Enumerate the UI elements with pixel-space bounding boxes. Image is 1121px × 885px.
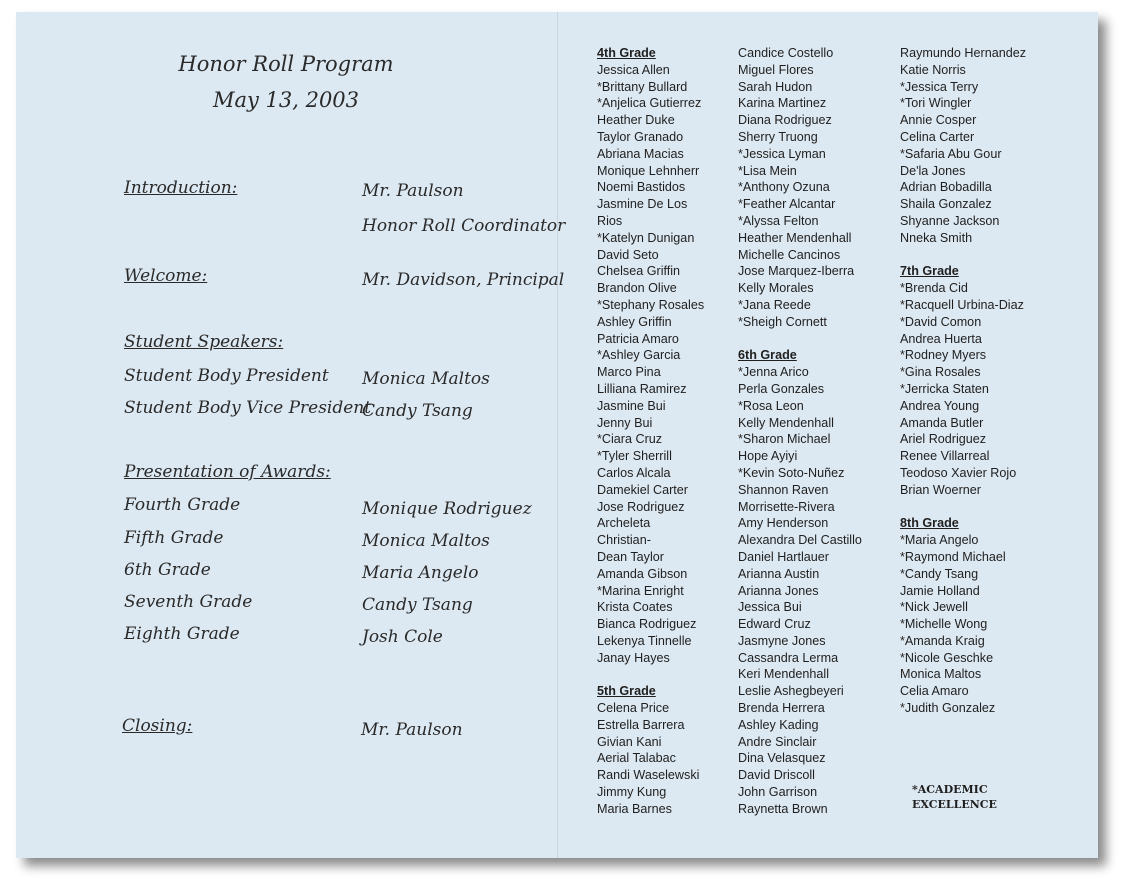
student-name: *Stephany Rosales xyxy=(597,297,705,312)
note-line: *ACADEMIC xyxy=(912,783,988,796)
closing-label: Closing: xyxy=(122,716,193,736)
award-presenter: Monica Maltos xyxy=(362,531,490,551)
student-name: Krista Coates xyxy=(597,600,673,615)
grade-heading: 5th Grade xyxy=(597,684,656,699)
student-name: Hope Ayiyi xyxy=(738,449,798,464)
student-name: *Nick Jewell xyxy=(900,600,968,615)
student-name: Diana Rodriguez xyxy=(738,113,832,128)
student-name: Janay Hayes xyxy=(597,650,670,665)
student-name: Jamie Holland xyxy=(900,583,980,598)
student-name: *Ciara Cruz xyxy=(597,432,663,447)
student-name: Brenda Herrera xyxy=(738,701,825,716)
student-name: *Jenna Arico xyxy=(738,365,809,380)
introduction-name: Mr. Paulson xyxy=(362,181,464,201)
speaker-role: Student Body President xyxy=(124,366,329,386)
student-name: Heather Duke xyxy=(597,113,675,128)
student-name: Teodoso Xavier Rojo xyxy=(900,465,1017,480)
award-grade: Fourth Grade xyxy=(124,495,241,515)
student-name: Heather Mendenhall xyxy=(738,230,852,245)
program-sheet xyxy=(16,12,1098,858)
student-name: Alexandra Del Castillo xyxy=(738,533,862,548)
award-presenter: Monique Rodriguez xyxy=(362,499,532,519)
honor-roll-column xyxy=(900,45,1026,717)
student-name: *Jessica Lyman xyxy=(738,146,826,161)
academic-excellence-note xyxy=(912,782,997,812)
student-name: Brian Woerner xyxy=(900,482,981,497)
student-name: Jasmine Bui xyxy=(597,398,666,413)
student-name: *Candy Tsang xyxy=(900,566,979,581)
program-title: Honor Roll Program xyxy=(178,52,394,76)
award-presenter: Maria Angelo xyxy=(362,563,479,583)
student-name: Rios xyxy=(597,213,623,228)
student-name: *Maria Angelo xyxy=(900,533,979,548)
student-name: Edward Cruz xyxy=(738,617,811,632)
student-name: Ashley Griffin xyxy=(597,314,672,329)
introduction-role: Honor Roll Coordinator xyxy=(362,216,566,236)
student-name: Noemi Bastidos xyxy=(597,180,686,195)
grade-heading: 7th Grade xyxy=(900,264,959,279)
program-date: May 13, 2003 xyxy=(212,88,360,112)
student-name: Jessica Allen xyxy=(597,62,670,77)
student-name: Daniel Hartlauer xyxy=(738,549,829,564)
student-name: David Driscoll xyxy=(738,768,815,783)
student-name: Celina Carter xyxy=(900,129,975,144)
student-name: Morrisette-Rivera xyxy=(738,499,835,514)
awards-label: Presentation of Awards: xyxy=(124,462,331,482)
student-name: Andre Sinclair xyxy=(738,734,817,749)
student-name: Givian Kani xyxy=(597,734,662,749)
student-name: De'la Jones xyxy=(900,163,966,178)
student-name: Lilliana Ramirez xyxy=(597,381,687,396)
student-name: *Michelle Wong xyxy=(900,617,988,632)
welcome-name: Mr. Davidson, Principal xyxy=(362,270,565,290)
student-name: Chelsea Griffin xyxy=(597,264,681,279)
student-name: Miguel Flores xyxy=(738,62,814,77)
student-name: Patricia Amaro xyxy=(597,331,679,346)
student-name: *Lisa Mein xyxy=(738,163,797,178)
student-name: *Ashley Garcia xyxy=(597,348,681,363)
student-name: Jasmyne Jones xyxy=(738,633,826,648)
student-name: Jimmy Kung xyxy=(597,785,667,800)
student-name: *Safaria Abu Gour xyxy=(900,146,1002,161)
student-name: Arianna Austin xyxy=(738,566,820,581)
student-name: Carlos Alcala xyxy=(597,465,671,480)
section-gap xyxy=(900,247,1026,264)
student-name: *Sharon Michael xyxy=(738,432,831,447)
student-name: Keri Mendenhall xyxy=(738,667,830,682)
student-name: Perla Gonzales xyxy=(738,381,825,396)
student-name: *Racquell Urbina-Diaz xyxy=(900,297,1024,312)
student-name: *Rosa Leon xyxy=(738,398,804,413)
introduction-label: Introduction: xyxy=(124,178,238,198)
student-name: *Jerricka Staten xyxy=(900,381,989,396)
student-name: *Raymond Michael xyxy=(900,549,1006,564)
student-name: Jessica Bui xyxy=(738,600,802,615)
program-page xyxy=(16,12,566,858)
speaker-role: Student Body Vice President xyxy=(124,398,372,418)
grade-heading: 8th Grade xyxy=(900,516,959,531)
student-name: *Tyler Sherrill xyxy=(597,449,672,464)
student-name: Jasmine De Los xyxy=(597,197,688,212)
honor-roll-column xyxy=(738,45,862,818)
student-name: John Garrison xyxy=(738,785,818,800)
award-presenter: Josh Cole xyxy=(362,627,443,647)
student-name: Renee Villarreal xyxy=(900,449,990,464)
student-name: Monique Lehnherr xyxy=(597,163,700,178)
student-name: Raynetta Brown xyxy=(738,801,828,816)
student-name: Dean Taylor xyxy=(597,549,664,564)
award-grade: Eighth Grade xyxy=(124,624,240,644)
student-name: *Marina Enright xyxy=(597,583,684,598)
student-name: Lekenya Tinnelle xyxy=(597,633,692,648)
student-name: *Jana Reede xyxy=(738,297,811,312)
student-name: Sherry Truong xyxy=(738,129,818,144)
student-name: Annie Cosper xyxy=(900,113,977,128)
student-name: Kelly Mendenhall xyxy=(738,415,834,430)
student-name: Jenny Bui xyxy=(597,415,653,430)
student-name: *Feather Alcantar xyxy=(738,197,836,212)
student-name: Archeleta xyxy=(597,516,651,531)
honor-roll-column xyxy=(597,45,704,818)
student-name: Celia Amaro xyxy=(900,684,969,699)
student-name: *Rodney Myers xyxy=(900,348,987,363)
student-name: Damekiel Carter xyxy=(597,482,688,497)
student-name: Adrian Bobadilla xyxy=(900,180,992,195)
student-name: Shyanne Jackson xyxy=(900,213,1000,228)
student-name: Aerial Talabac xyxy=(597,751,676,766)
student-name: Cassandra Lerma xyxy=(738,650,839,665)
student-name: Bianca Rodriguez xyxy=(597,617,697,632)
student-name: Brandon Olive xyxy=(597,281,677,296)
grade-heading: 4th Grade xyxy=(597,46,656,60)
student-name: Leslie Ashegbeyeri xyxy=(738,684,844,699)
student-name: Karina Martinez xyxy=(738,96,827,111)
student-name: Nneka Smith xyxy=(900,230,973,245)
speaker-name: Candy Tsang xyxy=(362,401,473,421)
student-name: Candice Costello xyxy=(738,46,834,60)
student-name: *Anjelica Gutierrez xyxy=(597,96,702,111)
student-name: *Anthony Ozuna xyxy=(738,180,830,195)
student-name: Taylor Granado xyxy=(597,129,684,144)
student-name: Celena Price xyxy=(597,701,670,716)
student-name: Sarah Hudon xyxy=(738,79,813,94)
student-name: Ashley Kading xyxy=(738,717,819,732)
student-name: Andrea Huerta xyxy=(900,331,982,346)
student-name: Amanda Gibson xyxy=(597,566,688,581)
student-name: *Brittany Bullard xyxy=(597,79,688,94)
student-name: Estrella Barrera xyxy=(597,717,685,732)
student-name: *Brenda Cid xyxy=(900,281,968,296)
award-grade: Seventh Grade xyxy=(124,592,253,612)
student-name: Abriana Macias xyxy=(597,146,684,161)
student-name: *Katelyn Dunigan xyxy=(597,230,695,245)
student-name: Dina Velasquez xyxy=(738,751,826,766)
award-grade: Fifth Grade xyxy=(124,528,224,548)
student-name: Shaila Gonzalez xyxy=(900,197,992,212)
student-name: Amanda Butler xyxy=(900,415,984,430)
student-name: Marco Pina xyxy=(597,365,661,380)
student-name: Ariel Rodriguez xyxy=(900,432,987,447)
speakers-label: Student Speakers: xyxy=(124,332,284,352)
student-name: *Jessica Terry xyxy=(900,79,979,94)
student-name: Arianna Jones xyxy=(738,583,819,598)
student-name: Raymundo Hernandez xyxy=(900,46,1027,60)
student-name: Shannon Raven xyxy=(738,482,829,497)
student-name: David Seto xyxy=(597,247,659,262)
section-gap xyxy=(597,666,704,683)
student-name: Jose Marquez-Iberra xyxy=(738,264,855,279)
honor-roll-page xyxy=(557,12,1098,858)
student-name: Katie Norris xyxy=(900,62,966,77)
student-name: Michelle Cancinos xyxy=(738,247,841,262)
student-name: *Judith Gonzalez xyxy=(900,701,996,716)
award-presenter: Candy Tsang xyxy=(362,595,473,615)
student-name: Amy Henderson xyxy=(738,516,829,531)
award-grade: 6th Grade xyxy=(124,560,211,580)
student-name: *Alyssa Felton xyxy=(738,213,819,228)
student-name: Monica Maltos xyxy=(900,667,982,682)
section-gap xyxy=(900,499,1026,516)
student-name: *Sheigh Cornett xyxy=(738,314,827,329)
note-line: EXCELLENCE xyxy=(912,798,997,811)
student-name: Maria Barnes xyxy=(597,801,672,816)
student-name: *Amanda Kraig xyxy=(900,633,985,648)
grade-heading: 6th Grade xyxy=(738,348,797,363)
student-name: Christian- xyxy=(597,533,651,548)
student-name: Randi Waselewski xyxy=(597,768,700,783)
student-name: *Tori Wingler xyxy=(900,96,972,111)
student-name: *Gina Rosales xyxy=(900,365,981,380)
section-gap xyxy=(738,331,862,348)
student-name: *Kevin Soto-Nuñez xyxy=(738,465,845,480)
student-name: *Nicole Geschke xyxy=(900,650,994,665)
student-name: *David Comon xyxy=(900,314,982,329)
welcome-label: Welcome: xyxy=(124,266,208,286)
student-name: Jose Rodriguez xyxy=(597,499,685,514)
closing-name: Mr. Paulson xyxy=(361,720,463,740)
student-name: Andrea Young xyxy=(900,398,980,413)
speaker-name: Monica Maltos xyxy=(362,369,490,389)
student-name: Kelly Morales xyxy=(738,281,814,296)
